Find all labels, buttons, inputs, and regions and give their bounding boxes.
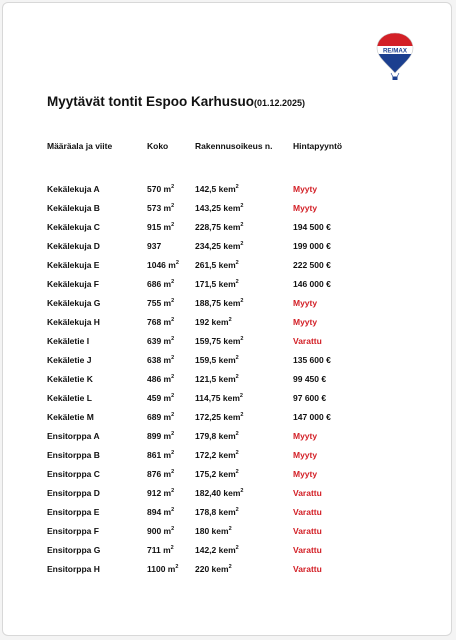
cell-building-right: 178,8 kem$^2$	[195, 506, 239, 517]
cell-size: 1046 $m^2$	[147, 259, 179, 270]
cell-size-value: 861 m	[147, 449, 172, 460]
table-row	[47, 350, 377, 369]
table-row	[47, 502, 377, 521]
table-body	[47, 179, 377, 578]
cell-building-right: 171,5 kem$^2$	[195, 278, 239, 289]
status-badge: Myyty	[293, 297, 318, 308]
cell-building-right: 121,5 kem$^2$	[195, 373, 239, 384]
header-building-right: Rakennusoikeus n.	[195, 141, 273, 151]
table-row	[47, 331, 377, 350]
cell-plot: Ensitorppa A	[47, 430, 100, 441]
cell-size-value: 768 m	[147, 316, 172, 327]
cell-size-value: 1046 m	[147, 259, 176, 270]
cell-building-right: 234,25 kem$^2$	[195, 240, 244, 251]
cell-building-right: 142,5 kem$^2$	[195, 183, 239, 194]
table-row	[47, 369, 377, 388]
cell-plot: Kekäletie M	[47, 411, 94, 422]
cell-price: 97 600 €	[293, 392, 327, 403]
document-page	[2, 2, 452, 636]
status-badge: Myyty	[293, 430, 318, 441]
cell-price: 199 000 €	[293, 240, 331, 251]
cell-plot: Kekälekuja D	[47, 240, 100, 251]
cell-building-right-value: 220 kem	[195, 563, 229, 574]
cell-size: 459 $m^2$	[147, 392, 175, 403]
status-badge: Varattu	[293, 487, 322, 498]
cell-plot: Kekälekuja C	[47, 221, 100, 232]
status-badge: Myyty	[293, 202, 318, 213]
cell-size-value: 459 m	[147, 392, 172, 403]
header-plot: Määräala ja viite	[47, 141, 113, 151]
table-row	[47, 217, 377, 236]
cell-plot: Kekälekuja G	[47, 297, 101, 308]
cell-price: 99 450 €	[293, 373, 327, 384]
cell-plot: Kekäletie K	[47, 373, 93, 384]
cell-size: 900 $m^2$	[147, 525, 175, 536]
cell-building-right: 114,75 kem$^2$	[195, 392, 243, 403]
cell-size-value: 570 m	[147, 183, 172, 194]
cell-building-right: 192 kem$^2$	[195, 316, 232, 327]
cell-building-right: 188,75 kem$^2$	[195, 297, 244, 308]
table-row	[47, 445, 377, 464]
remax-balloon-logo	[373, 31, 417, 81]
cell-building-right: 261,5 kem$^2$	[195, 259, 239, 270]
cell-size: 486 $m^2$	[147, 373, 175, 384]
cell-size-value: 639 m	[147, 335, 172, 346]
cell-building-right-value: 182,40 kem	[195, 487, 241, 498]
cell-size: 638 $m^2$	[147, 354, 175, 365]
cell-price: 146 000 €	[293, 278, 331, 289]
cell-building-right-value: 261,5 kem	[195, 259, 236, 270]
cell-size-value: 638 m	[147, 354, 172, 365]
cell-size: 711 $m^2$	[147, 544, 174, 555]
cell-plot: Kekäletie I	[47, 335, 90, 346]
cell-building-right-value: 159,5 kem	[195, 354, 236, 365]
cell-size: 570 $m^2$	[147, 183, 175, 194]
cell-plot: Kekälekuja A	[47, 183, 100, 194]
cell-building-right: 180 kem$^2$	[195, 525, 232, 536]
cell-plot: Kekälekuja E	[47, 259, 100, 270]
cell-building-right-value: 172,2 kem	[195, 449, 236, 460]
status-badge: Varattu	[293, 506, 322, 517]
cell-building-right-value: 142,5 kem	[195, 183, 236, 194]
cell-plot: Kekälekuja B	[47, 202, 100, 213]
cell-building-right-value: 142,2 kem	[195, 544, 236, 555]
table-row	[47, 293, 377, 312]
table-row	[47, 255, 377, 274]
cell-size-value: 711 m	[147, 544, 171, 555]
cell-building-right: 159,75 kem$^2$	[195, 335, 244, 346]
cell-size	[147, 241, 195, 251]
status-badge: Varattu	[293, 544, 322, 555]
table-row	[47, 521, 377, 540]
status-badge: Myyty	[293, 316, 318, 327]
cell-size: 894 $m^2$	[147, 506, 175, 517]
table-row	[47, 198, 377, 217]
cell-price: 147 000 €	[293, 411, 331, 422]
cell-size-value: 686 m	[147, 278, 172, 289]
table-row	[47, 483, 377, 502]
cell-building-right-value: 143,25 kem	[195, 202, 241, 213]
cell-size: 768 $m^2$	[147, 316, 175, 327]
cell-building-right-value: 159,75 kem	[195, 335, 241, 346]
cell-building-right-value: 172,25 kem	[195, 411, 241, 422]
table-header	[47, 141, 377, 179]
cell-plot: Kekäletie L	[47, 392, 92, 403]
page-title	[47, 93, 305, 111]
cell-size-value: 915 m	[147, 221, 172, 232]
status-badge: Varattu	[293, 563, 322, 574]
table-row	[47, 388, 377, 407]
cell-size-value: 689 m	[147, 411, 172, 422]
cell-plot: Kekäletie J	[47, 354, 92, 365]
cell-size-value: 899 m	[147, 430, 172, 441]
cell-size-value: 1100 m	[147, 563, 176, 574]
cell-size-value: 912 m	[147, 487, 172, 498]
table-row	[47, 559, 377, 578]
cell-building-right-value: 228,75 kem	[195, 221, 241, 232]
plots-table	[47, 141, 377, 578]
table-row	[47, 464, 377, 483]
cell-price: 194 500 €	[293, 221, 331, 232]
cell-plot: Kekälekuja F	[47, 278, 99, 289]
cell-building-right-value: 234,25 kem	[195, 240, 241, 251]
cell-building-right: 142,2 kem$^2$	[195, 544, 239, 555]
cell-size: 915 $m^2$	[147, 221, 175, 232]
cell-plot: Ensitorppa F	[47, 525, 99, 536]
cell-building-right-value: 175,2 kem	[195, 468, 236, 479]
cell-plot: Ensitorppa D	[47, 487, 100, 498]
cell-building-right-value: 188,75 kem	[195, 297, 241, 308]
cell-building-right: 143,25 kem$^2$	[195, 202, 244, 213]
cell-plot: Kekälekuja H	[47, 316, 100, 327]
cell-plot: Ensitorppa G	[47, 544, 101, 555]
cell-plot: Ensitorppa H	[47, 563, 100, 574]
cell-size-value: 894 m	[147, 506, 172, 517]
table-row	[47, 274, 377, 293]
cell-building-right: 172,2 kem$^2$	[195, 449, 239, 460]
cell-size: 573 $m^2$	[147, 202, 175, 213]
cell-size: 876 $m^2$	[147, 468, 175, 479]
title-date: (01.12.2025)	[254, 98, 306, 108]
cell-size: 639 $m^2$	[147, 335, 175, 346]
cell-size: 899 $m^2$	[147, 430, 175, 441]
cell-building-right-value: 180 kem	[195, 525, 229, 536]
cell-size: 912 $m^2$	[147, 487, 175, 498]
cell-building-right: 172,25 kem$^2$	[195, 411, 244, 422]
cell-building-right: 228,75 kem$^2$	[195, 221, 244, 232]
cell-building-right: 182,40 kem$^2$	[195, 487, 244, 498]
cell-size: 689 $m^2$	[147, 411, 175, 422]
table-row	[47, 179, 377, 198]
cell-building-right: 175,2 kem$^2$	[195, 468, 239, 479]
status-badge: Myyty	[293, 468, 318, 479]
cell-price: 135 600 €	[293, 354, 331, 365]
cell-building-right-value: 192 kem	[195, 316, 229, 327]
header-price: Hintapyyntö	[293, 141, 343, 151]
cell-size-value: 755 m	[147, 297, 172, 308]
cell-size-value: 876 m	[147, 468, 172, 479]
cell-plot: Ensitorppa C	[47, 468, 100, 479]
table-row	[47, 540, 377, 559]
cell-building-right-value: 178,8 kem	[195, 506, 236, 517]
cell-size: 755 $m^2$	[147, 297, 175, 308]
cell-size-value: 900 m	[147, 525, 172, 536]
cell-building-right: 220 kem$^2$	[195, 563, 232, 574]
table-row	[47, 426, 377, 445]
status-badge: Myyty	[293, 183, 318, 194]
status-badge: Myyty	[293, 449, 318, 460]
cell-building-right-value: 179,8 kem	[195, 430, 236, 441]
title-text: Myytävät tontit Espoo Karhusuo	[47, 94, 255, 109]
cell-size-value: 937	[147, 240, 162, 251]
cell-size: 686 $m^2$	[147, 278, 175, 289]
cell-building-right: 179,8 kem$^2$	[195, 430, 239, 441]
cell-plot: Ensitorppa B	[47, 449, 100, 460]
status-badge: Varattu	[293, 525, 322, 536]
cell-size: 861 $m^2$	[147, 449, 175, 460]
table-row	[47, 312, 377, 331]
cell-price: 222 500 €	[293, 259, 331, 270]
cell-building-right-value: 171,5 kem	[195, 278, 236, 289]
cell-size-value: 486 m	[147, 373, 172, 384]
cell-plot: Ensitorppa E	[47, 506, 100, 517]
cell-building-right-value: 121,5 kem	[195, 373, 236, 384]
table-row	[47, 236, 377, 255]
cell-building-right-value: 114,75 kem	[195, 392, 240, 403]
cell-building-right: 159,5 kem$^2$	[195, 354, 239, 365]
table-row	[47, 407, 377, 426]
status-badge: Varattu	[293, 335, 322, 346]
logo-text: RE/MAX	[382, 47, 408, 55]
cell-size: 1100 $m^2$	[147, 563, 179, 574]
cell-size-value: 573 m	[147, 202, 172, 213]
header-size: Koko	[147, 141, 169, 151]
